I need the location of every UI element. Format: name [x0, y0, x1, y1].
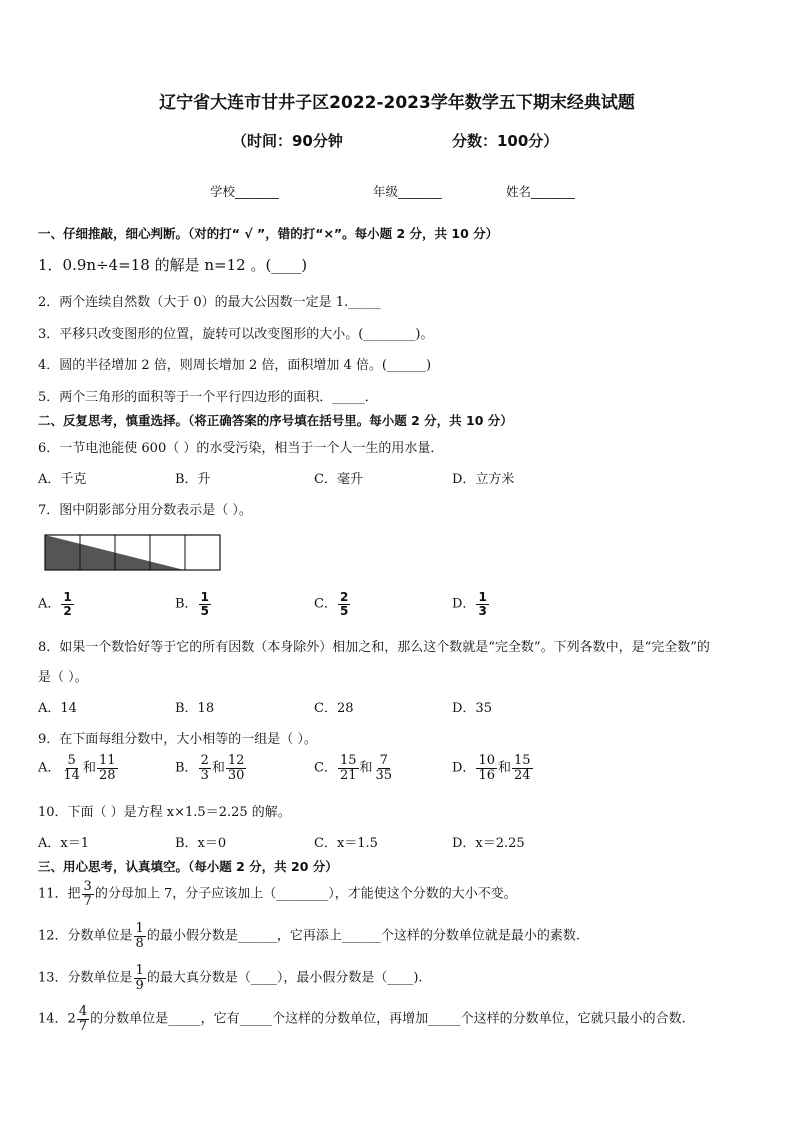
question-8-line-2: 是（ ）。: [38, 670, 88, 685]
question-6: 6．一节电池能使 600（ ）的水受污染，相当于一个人一生的用水量．: [38, 441, 444, 456]
q8-option-c: C．28: [314, 701, 354, 716]
section-2-heading: 二、反复思考，慎重选择。（将正确答案的序号填在括号里。每小题 2 分，共 10 分）: [38, 413, 513, 428]
q9-option-a: A． $\frac{5}{14}$ 和 $\frac{11}{28}$: [38, 753, 116, 783]
q6-option-d: D．立方米: [452, 472, 515, 487]
shaded-strip-figure: [44, 534, 224, 572]
name-field: 姓名_______: [506, 184, 575, 199]
q10-option-d: D．x＝2.25: [452, 836, 525, 851]
q7-option-c: C． $\frac{2}{5}$: [314, 590, 349, 618]
question-8-line-1: 8．如果一个数恰好等于它的所有因数（本身除外）相加之和，那么这个数就是“完全数”。下列各数中，是“完全数”的: [38, 640, 710, 655]
school-field: 学校_______: [210, 184, 279, 199]
q7-option-b: B． $\frac{1}{5}$: [175, 590, 209, 618]
question-7: 7．图中阴影部分用分数表示是（ ）。: [38, 503, 252, 518]
grade-field: 年级_______: [373, 184, 442, 199]
q8-option-b: B．18: [175, 701, 215, 716]
question-2: 2．两个连续自然数（大于 0）的最大公因数一定是 1._____: [38, 295, 381, 310]
q8-option-a: A．14: [38, 701, 77, 716]
section-3-heading: 三、用心思考，认真填空。（每小题 2 分，共 20 分）: [38, 859, 338, 874]
q10-option-a: A．x＝1: [38, 836, 89, 851]
question-13: 13．分数单位是 $\frac{1}{9}$ 的最大真分数是（____），最小假分数是（____).: [38, 963, 423, 993]
q7-option-d: D． $\frac{1}{3}$: [452, 590, 487, 618]
q6-option-c: C．毫升: [314, 472, 363, 487]
section-1-heading: 一、仔细推敲，细心判断。（对的打“ √ ”，错的打“×”。每小题 2 分，共 10 分）: [38, 226, 499, 241]
q6-option-a: A．千克: [38, 472, 87, 487]
q10-option-b: B．x＝0: [175, 836, 227, 851]
question-14: 14．2 $\frac{4}{7}$ 的分数单位是_____，它有_____个这样的分数单位，再增加_____个这样的分数单位，它就只最小的合数.: [38, 1004, 686, 1034]
page-title: 辽宁省大连市甘井子区2022-2023学年数学五下期末经典试题: [159, 93, 635, 113]
q9-option-b: B． $\frac{2}{3}$ 和 $\frac{12}{30}$: [175, 753, 245, 783]
question-4: 4．圆的半径增加 2 倍，则周长增加 2 倍，面积增加 4 倍。(______): [38, 358, 432, 373]
exam-time: （时间：90分钟: [232, 132, 343, 150]
question-1: 1．0.9n÷4=18 的解是 n=12 。(____): [38, 256, 308, 274]
question-10: 10．下面（ ）是方程 x×1.5＝2.25 的解。: [38, 805, 291, 820]
question-11: 11．把 $\frac{3}{7}$ 的分母加上 7，分子应该加上（________），才能使这个分数的大小不变。: [38, 879, 517, 909]
question-12: 12．分数单位是 $\frac{1}{8}$ 的最小假分数是______，它再添上______个这样的分数单位就是最小的素数.: [38, 921, 580, 951]
q10-option-c: C．x＝1.5: [314, 836, 378, 851]
question-5: 5．两个三角形的面积等于一个平行四边形的面积．_____．: [38, 390, 378, 405]
q6-option-b: B．升: [175, 472, 211, 487]
exam-score: 分数：100分）: [452, 132, 559, 150]
q9-option-d: D． $\frac{10}{16}$ 和 $\frac{15}{24}$: [452, 753, 531, 783]
question-9: 9．在下面每组分数中，大小相等的一组是（ ）。: [38, 732, 317, 747]
q7-option-a: A． $\frac{1}{2}$: [38, 590, 72, 618]
question-3: 3．平移只改变图形的位置，旋转可以改变图形的大小。(________)。: [38, 327, 434, 342]
q9-option-c: C． $\frac{15}{21}$ 和 $\frac{7}{35}$: [314, 753, 393, 783]
q8-option-d: D．35: [452, 701, 492, 716]
